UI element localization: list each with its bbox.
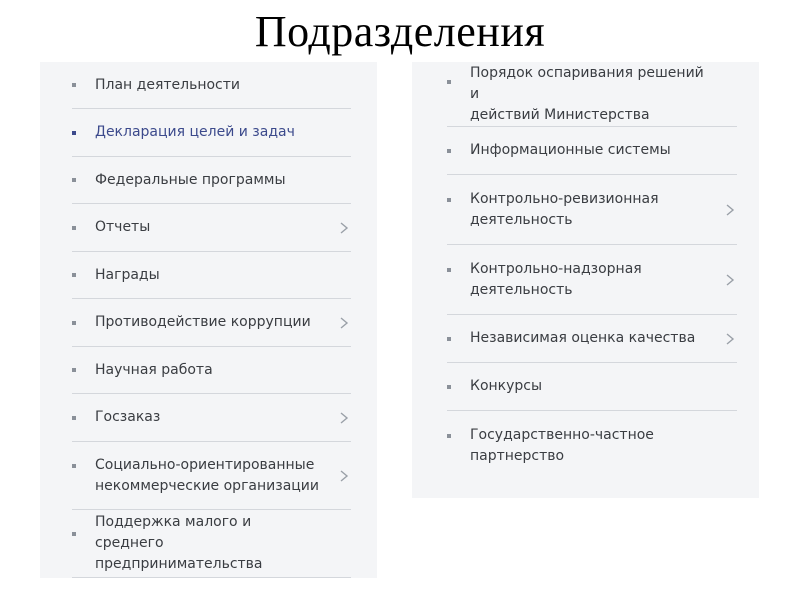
menu-item-awards[interactable]	[72, 252, 351, 299]
menu-item-label	[470, 189, 687, 231]
menu-item-contests[interactable]	[447, 363, 737, 411]
menu-item-anti-corruption[interactable]	[72, 299, 351, 347]
menu-item-label	[470, 425, 682, 467]
menu-item-label-line: деятельность	[470, 281, 573, 298]
menu-item-reports[interactable]	[72, 204, 351, 252]
menu-item-label-line: Поддержка малого и среднего	[95, 514, 252, 551]
chevron-right-icon[interactable]	[337, 469, 351, 483]
menu-item-label	[470, 259, 670, 301]
right-menu-panel	[412, 62, 759, 498]
bullet-icon	[447, 268, 451, 272]
bullet-icon	[72, 368, 76, 372]
menu-item-label-line: Контрольно-надзорная	[470, 260, 642, 277]
menu-item-label: План деятельности	[95, 76, 241, 93]
menu-item-label: Независимая оценка качества	[470, 330, 696, 346]
bullet-icon	[447, 434, 451, 438]
bullet-icon	[447, 149, 451, 153]
menu-item-label	[95, 455, 347, 497]
menu-item-declaration[interactable]	[72, 109, 351, 157]
chevron-right-icon[interactable]	[723, 273, 737, 287]
menu-item-research[interactable]	[72, 347, 351, 394]
menu-item-supervisory-activity[interactable]	[447, 245, 737, 315]
menu-item-label-line: предпринимательства	[95, 556, 263, 572]
bullet-icon	[72, 226, 76, 230]
menu-item-label	[95, 512, 351, 575]
menu-item-label: Научная работа	[95, 361, 213, 378]
menu-item-nonprofit[interactable]	[72, 442, 351, 510]
bullet-icon	[72, 273, 76, 277]
menu-item-public-private-partnership[interactable]	[447, 411, 737, 481]
page-title: Подразделения	[254, 7, 546, 56]
bullet-icon	[72, 321, 76, 325]
menu-item-label: Федеральные программы	[95, 171, 286, 188]
bullet-icon	[447, 337, 451, 341]
bullet-icon	[72, 532, 76, 536]
bullet-icon	[72, 464, 76, 468]
menu-item-information-systems[interactable]	[447, 127, 737, 175]
left-menu-list	[72, 62, 351, 578]
bullet-icon	[72, 83, 76, 87]
bullet-icon	[72, 178, 76, 182]
chevron-right-icon[interactable]	[723, 203, 737, 217]
bullet-icon	[447, 385, 451, 389]
menu-item-label-line: Социально-ориентированные	[95, 456, 315, 473]
menu-item-label-line: Государственно-частное	[470, 427, 654, 443]
menu-item-label-line: Контрольно-ревизионная	[470, 190, 659, 207]
menu-item-label: Информационные системы	[470, 142, 671, 158]
bullet-icon	[447, 80, 451, 84]
menu-item-federal-programs[interactable]	[72, 157, 351, 204]
menu-item-label-line: действий Министерства	[470, 106, 650, 123]
menu-item-appeal-procedure[interactable]	[447, 62, 737, 127]
chevron-right-icon[interactable]	[337, 316, 351, 330]
menu-item-label-line: деятельность	[470, 211, 573, 228]
bullet-icon	[72, 131, 76, 135]
menu-item-audit-activity[interactable]	[447, 175, 737, 245]
menu-item-label-line: некоммерческие организации	[95, 477, 319, 494]
menu-item-label: Награды	[95, 266, 160, 283]
menu-item-quality-assessment[interactable]	[447, 315, 737, 363]
menu-item-label: Госзаказ	[95, 409, 161, 425]
menu-item-label: Конкурсы	[470, 378, 543, 394]
chevron-right-icon[interactable]	[723, 332, 737, 346]
menu-item-label: Отчеты	[95, 219, 151, 235]
menu-item-label: Декларация целей и задач	[95, 124, 295, 140]
menu-item-label-line: партнерство	[470, 448, 565, 464]
chevron-right-icon[interactable]	[337, 221, 351, 235]
menu-item-procurement[interactable]	[72, 394, 351, 442]
menu-item-label: Противодействие коррупции	[95, 314, 311, 330]
bullet-icon	[72, 416, 76, 420]
right-menu-list	[447, 62, 737, 481]
menu-item-label-line: Порядок оспаривания решений и	[470, 64, 704, 102]
menu-item-plan[interactable]	[72, 62, 351, 109]
bullet-icon	[447, 198, 451, 202]
chevron-right-icon[interactable]	[337, 411, 351, 425]
left-menu-panel	[40, 62, 377, 578]
menu-item-small-business[interactable]	[72, 510, 351, 578]
menu-item-label	[470, 63, 737, 126]
